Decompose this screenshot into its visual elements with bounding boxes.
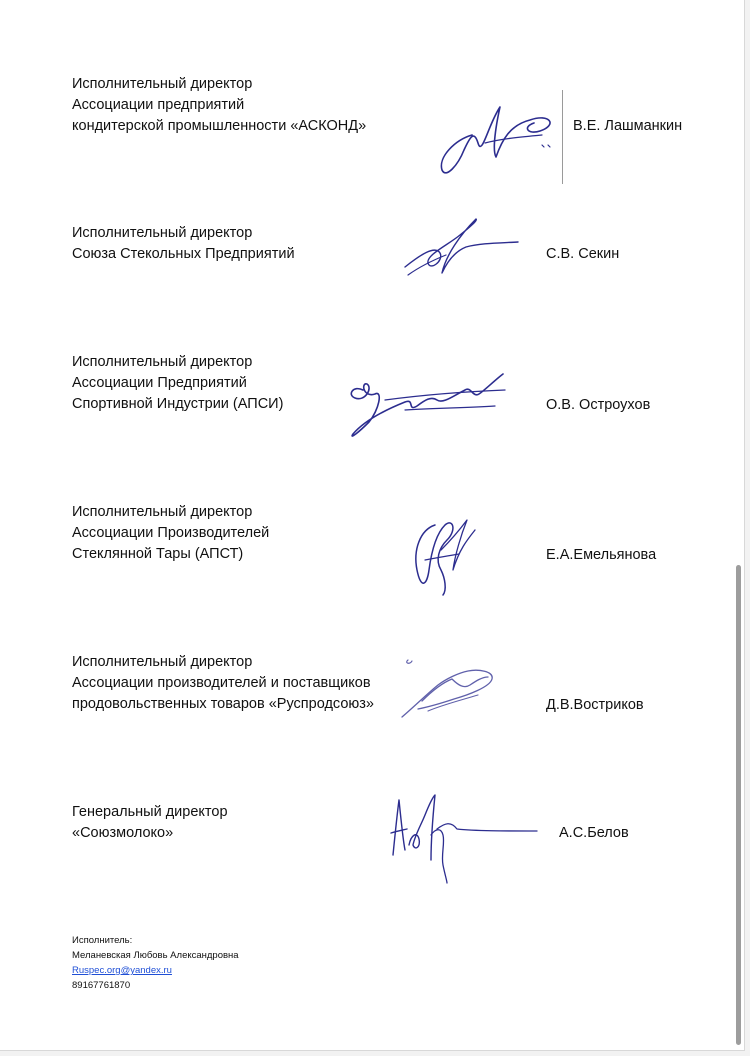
signatory-3-name: О.В. Остроухов — [546, 397, 651, 413]
signature-vostrikov — [398, 655, 503, 725]
vertical-scrollbar[interactable] — [736, 565, 741, 1045]
signatory-5-name: Д.В.Востриков — [546, 697, 644, 713]
signature-belov — [385, 785, 545, 885]
signature-sekin — [400, 215, 525, 280]
title-line: Исполнительный директор — [72, 76, 253, 92]
title-line: Генеральный директор — [72, 804, 228, 820]
vertical-rule — [562, 90, 563, 184]
signatory-2-title — [72, 223, 295, 265]
signatory-1-title — [72, 74, 366, 137]
title-line: Ассоциации Производителей — [72, 525, 270, 541]
signatory-3-title — [72, 352, 283, 415]
title-line: Исполнительный директор — [72, 504, 253, 520]
signature-lashmankin — [430, 95, 560, 185]
contact-email-link[interactable]: Ruspec.org@yandex.ru — [72, 965, 172, 976]
signatory-2-name: С.В. Секин — [546, 246, 620, 262]
contact-phone: 89167761870 — [72, 980, 131, 991]
title-line: Исполнительный директор — [72, 654, 253, 670]
signatory-4-title — [72, 502, 269, 565]
signatory-5-title — [72, 652, 374, 715]
signatory-1-name: В.Е. Лашманкин — [573, 118, 683, 134]
title-line: Исполнительный директор — [72, 354, 253, 370]
signature-ostroukhov — [345, 370, 520, 445]
title-line: «Союзмолоко» — [72, 825, 174, 841]
title-line: Исполнительный директор — [72, 225, 253, 241]
title-line: Спортивной Индустрии (АПСИ) — [72, 396, 284, 412]
signatory-6-name: А.С.Белов — [559, 825, 629, 841]
title-line: Ассоциации Предприятий — [72, 375, 247, 391]
title-line: продовольственных товаров «Руспродсоюз» — [72, 696, 374, 712]
contact-person: Меланевская Любовь Александровна — [72, 950, 239, 961]
signatory-6-title — [72, 802, 228, 844]
title-line: Ассоциации предприятий — [72, 97, 245, 113]
title-line: Стеклянной Тары (АПСТ) — [72, 546, 244, 562]
signatory-4-name: Е.А.Емельянова — [546, 547, 657, 563]
contact-label: Исполнитель: — [72, 935, 133, 946]
title-line: кондитерской промышленности «АСКОНД» — [72, 118, 367, 134]
signature-emelyanova — [405, 510, 485, 600]
title-line: Ассоциации производителей и поставщиков — [72, 675, 371, 691]
contact-info — [72, 933, 239, 993]
title-line: Союза Стекольных Предприятий — [72, 246, 295, 262]
